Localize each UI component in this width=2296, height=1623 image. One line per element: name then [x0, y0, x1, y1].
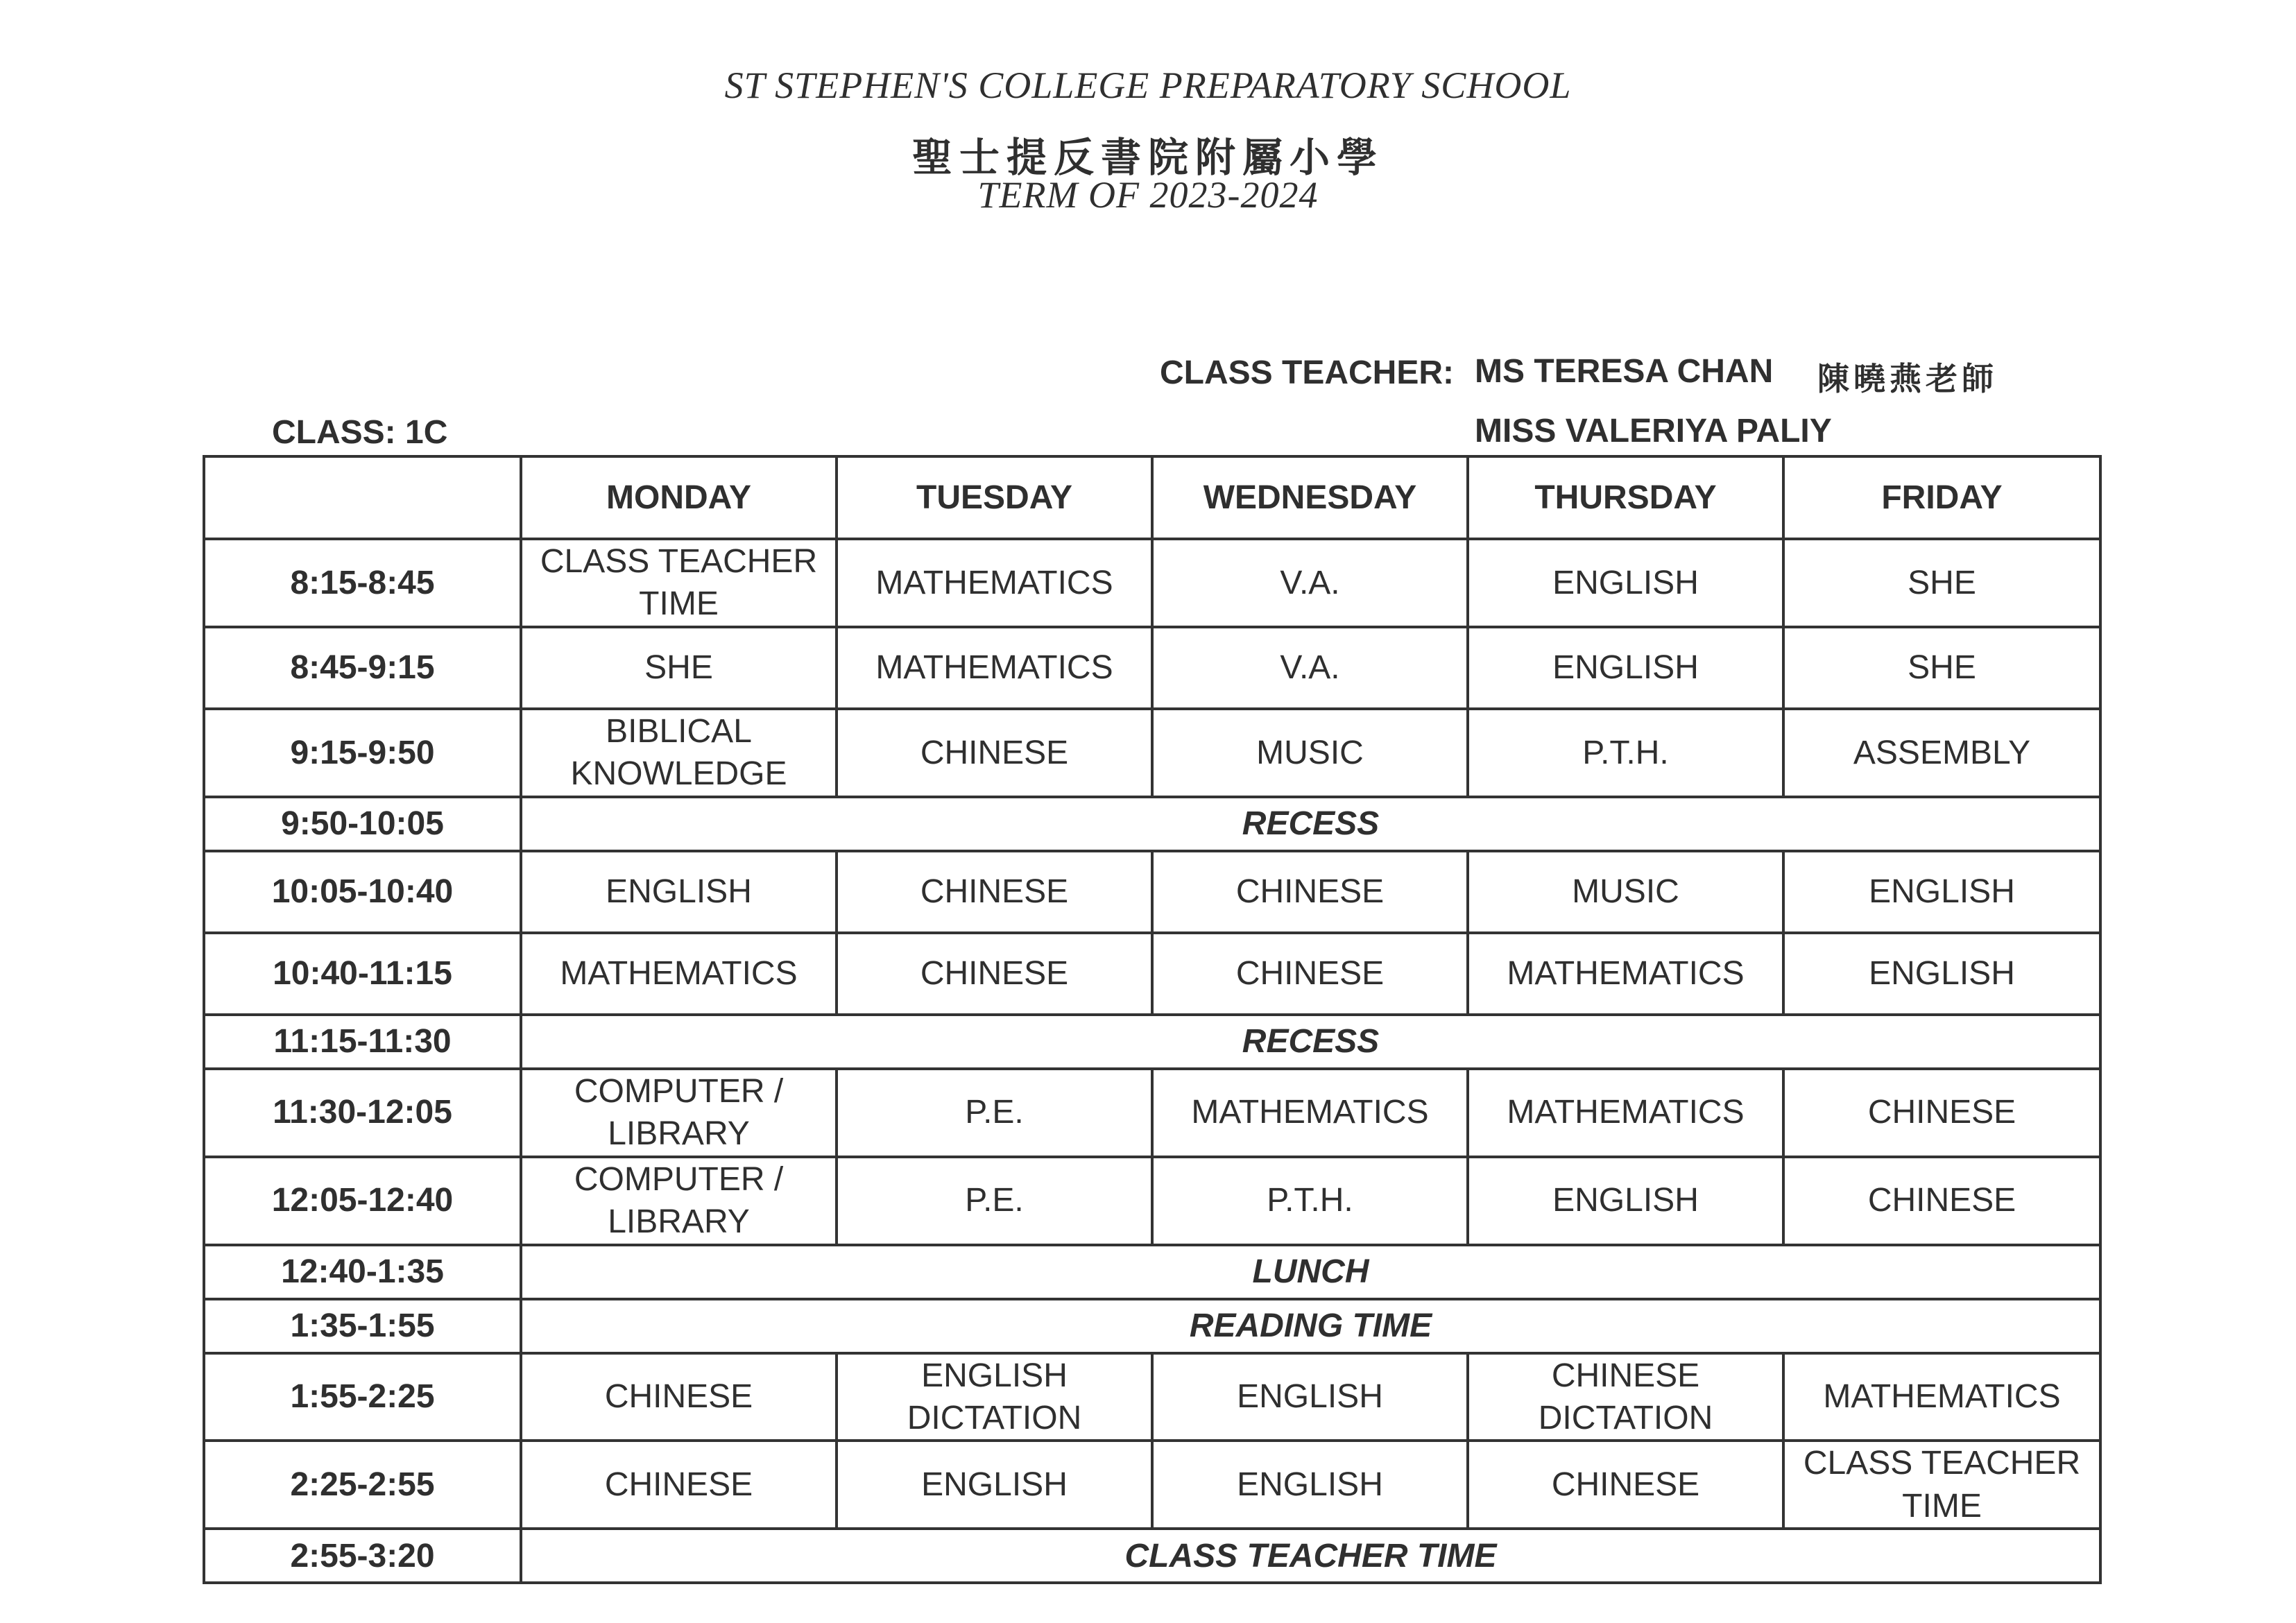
lesson-cell-thursday [1468, 1069, 1783, 1157]
lesson-subject: MATHEMATICS [560, 955, 798, 993]
lesson-cell-tuesday [837, 933, 1152, 1015]
time-slot: 1:55-2:25 [204, 1353, 521, 1441]
timetable-row [204, 851, 2100, 933]
time-slot: 9:15-9:50 [204, 709, 521, 797]
class-teacher-name-second: MISS VALERIYA PALIY [1475, 413, 1832, 449]
time-slot: 2:55-3:20 [204, 1529, 521, 1583]
lesson-subject: CHINESE [1551, 1466, 1700, 1504]
lesson-subject: SHE [1908, 564, 1976, 601]
lesson-subject: CLASS TEACHER TIME [1803, 1445, 2081, 1525]
lesson-cell-tuesday [837, 627, 1152, 709]
timetable-row [204, 933, 2100, 1015]
lesson-cell-tuesday [837, 1441, 1152, 1529]
lesson-cell-wednesday [1152, 933, 1468, 1015]
lesson-cell-wednesday [1152, 851, 1468, 933]
lesson-subject: MATHEMATICS [1823, 1378, 2061, 1416]
lesson-subject: CHINESE [1235, 955, 1385, 993]
lesson-subject: ENGLISH [921, 1466, 1068, 1504]
timetable-break-row [204, 1245, 2100, 1299]
lesson-cell-friday [1783, 1353, 2100, 1441]
lesson-cell-thursday [1468, 627, 1783, 709]
lesson-cell-tuesday [837, 1353, 1152, 1441]
lesson-cell-wednesday [1152, 1441, 1468, 1529]
time-slot: 9:50-10:05 [204, 797, 521, 851]
lesson-subject: V.A. [1280, 564, 1340, 601]
lesson-cell-friday [1783, 709, 2100, 797]
lesson-subject: MATHEMATICS [875, 564, 1113, 601]
lesson-subject: ASSEMBLY [1853, 734, 2031, 771]
lesson-subject: MUSIC [1256, 734, 1364, 771]
timetable-break-row [204, 797, 2100, 851]
timetable-row [204, 1069, 2100, 1157]
lesson-cell-thursday [1468, 933, 1783, 1015]
lesson-cell-friday [1783, 1441, 2100, 1529]
lesson-subject: ENGLISH [1869, 955, 2015, 993]
lesson-subject: CHINESE [604, 1378, 753, 1416]
lesson-subject: CHINESE [1867, 1182, 2016, 1219]
day-header-wednesday: WEDNESDAY [1152, 456, 1468, 539]
lesson-cell-friday [1783, 1069, 2100, 1157]
lesson-subject: CHINESE [920, 873, 1069, 911]
lesson-cell-friday [1783, 627, 2100, 709]
timetable-row [204, 1157, 2100, 1245]
class-teacher-name-chinese: 陳曉燕老師 [1817, 360, 1998, 397]
lesson-subject: MATHEMATICS [875, 649, 1113, 687]
lesson-cell-thursday [1468, 1353, 1783, 1441]
time-slot: 12:05-12:40 [204, 1157, 521, 1245]
timetable-row [204, 709, 2100, 797]
lesson-cell-monday [521, 1441, 837, 1529]
lesson-subject: CHINESE [920, 734, 1069, 771]
lesson-cell-friday [1783, 851, 2100, 933]
lesson-cell-monday [521, 1353, 837, 1441]
timetable-row [204, 627, 2100, 709]
lesson-subject: ENGLISH DICTATION [907, 1357, 1082, 1436]
lesson-cell-wednesday [1152, 709, 1468, 797]
break-label: LUNCH [521, 1245, 2100, 1299]
timetable-row [204, 1441, 2100, 1529]
lesson-cell-monday [521, 1069, 837, 1157]
lesson-subject: P.T.H. [1582, 734, 1669, 771]
lesson-subject: V.A. [1280, 649, 1340, 687]
lesson-subject: CHINESE DICTATION [1538, 1357, 1713, 1436]
lesson-subject: MATHEMATICS [1191, 1094, 1429, 1131]
lesson-cell-tuesday [837, 709, 1152, 797]
lesson-subject: COMPUTER / LIBRARY [574, 1072, 784, 1153]
lesson-subject: MUSIC [1572, 873, 1679, 911]
lesson-cell-thursday [1468, 539, 1783, 627]
lesson-cell-tuesday [837, 539, 1152, 627]
lesson-cell-monday [521, 627, 837, 709]
class-label: CLASS: 1C [272, 414, 448, 451]
lesson-cell-wednesday [1152, 1157, 1468, 1245]
break-label: RECESS [521, 797, 2100, 851]
lesson-subject: COMPUTER / LIBRARY [574, 1160, 784, 1241]
lesson-subject: P.E. [965, 1094, 1024, 1131]
lesson-cell-tuesday [837, 851, 1152, 933]
lesson-cell-friday [1783, 933, 2100, 1015]
lesson-cell-tuesday [837, 1069, 1152, 1157]
school-name-chinese: 聖士提反書院附屬小學 [911, 134, 1384, 181]
lesson-cell-monday [521, 709, 837, 797]
lesson-subject: MATHEMATICS [1507, 1094, 1745, 1131]
timetable-row [204, 1353, 2100, 1441]
lesson-subject: ENGLISH [1552, 564, 1699, 601]
timetable-break-row [204, 1529, 2100, 1583]
lesson-cell-wednesday [1152, 627, 1468, 709]
lesson-subject: ENGLISH [1552, 649, 1699, 687]
lesson-subject: P.T.H. [1267, 1182, 1353, 1219]
day-header-tuesday: TUESDAY [837, 456, 1152, 539]
timetable-body [204, 539, 2100, 1583]
day-header-thursday: THURSDAY [1468, 456, 1783, 539]
term-title: TERM OF 2023-2024 [977, 174, 1319, 216]
class-teacher-label: CLASS TEACHER: [1160, 354, 1455, 391]
lesson-subject: ENGLISH [1552, 1182, 1699, 1219]
lesson-cell-thursday [1468, 1441, 1783, 1529]
lesson-subject: SHE [644, 649, 713, 687]
lesson-cell-wednesday [1152, 539, 1468, 627]
lesson-cell-tuesday [837, 1157, 1152, 1245]
timetable [203, 455, 2102, 1584]
lesson-subject: CLASS TEACHER TIME [540, 543, 818, 623]
time-slot: 8:45-9:15 [204, 627, 521, 709]
lesson-cell-monday [521, 933, 837, 1015]
time-slot: 11:30-12:05 [204, 1069, 521, 1157]
lesson-subject: ENGLISH [1237, 1466, 1383, 1504]
lesson-cell-thursday [1468, 1157, 1783, 1245]
timetable-row [204, 539, 2100, 627]
school-name: ST STEPHEN'S COLLEGE PREPARATORY SCHOOL [724, 65, 1572, 106]
time-slot: 12:40-1:35 [204, 1245, 521, 1299]
time-slot: 8:15-8:45 [204, 539, 521, 627]
time-slot: 10:40-11:15 [204, 933, 521, 1015]
time-slot: 11:15-11:30 [204, 1015, 521, 1069]
timetable-break-row [204, 1299, 2100, 1353]
break-label: READING TIME [521, 1299, 2100, 1353]
lesson-subject: CHINESE [604, 1466, 753, 1504]
lesson-cell-thursday [1468, 709, 1783, 797]
lesson-subject: ENGLISH [606, 873, 752, 911]
lesson-cell-monday [521, 1157, 837, 1245]
class-teacher-name: MS TERESA CHAN [1475, 353, 1774, 390]
lesson-cell-wednesday [1152, 1069, 1468, 1157]
lesson-cell-monday [521, 851, 837, 933]
break-label: RECESS [521, 1015, 2100, 1069]
time-column-header [204, 456, 521, 539]
day-header-friday: FRIDAY [1783, 456, 2100, 539]
lesson-subject: BIBLICAL KNOWLEDGE [570, 712, 787, 793]
lesson-cell-friday [1783, 1157, 2100, 1245]
lesson-subject: MATHEMATICS [1507, 955, 1745, 993]
timetable-header-row [204, 456, 2100, 539]
break-label: CLASS TEACHER TIME [521, 1529, 2100, 1583]
lesson-subject: CHINESE [1235, 873, 1385, 911]
timetable-break-row [204, 1015, 2100, 1069]
lesson-subject: ENGLISH [1869, 873, 2015, 911]
lesson-subject: SHE [1908, 649, 1976, 687]
lesson-cell-friday [1783, 539, 2100, 627]
time-slot: 1:35-1:55 [204, 1299, 521, 1353]
lesson-cell-wednesday [1152, 1353, 1468, 1441]
lesson-subject: P.E. [965, 1182, 1024, 1219]
lesson-subject: CHINESE [1867, 1094, 2016, 1131]
lesson-subject: ENGLISH [1237, 1378, 1383, 1416]
lesson-subject: CHINESE [920, 955, 1069, 993]
day-header-monday: MONDAY [521, 456, 837, 539]
time-slot: 2:25-2:55 [204, 1441, 521, 1529]
time-slot: 10:05-10:40 [204, 851, 521, 933]
lesson-cell-thursday [1468, 851, 1783, 933]
lesson-cell-monday [521, 539, 837, 627]
